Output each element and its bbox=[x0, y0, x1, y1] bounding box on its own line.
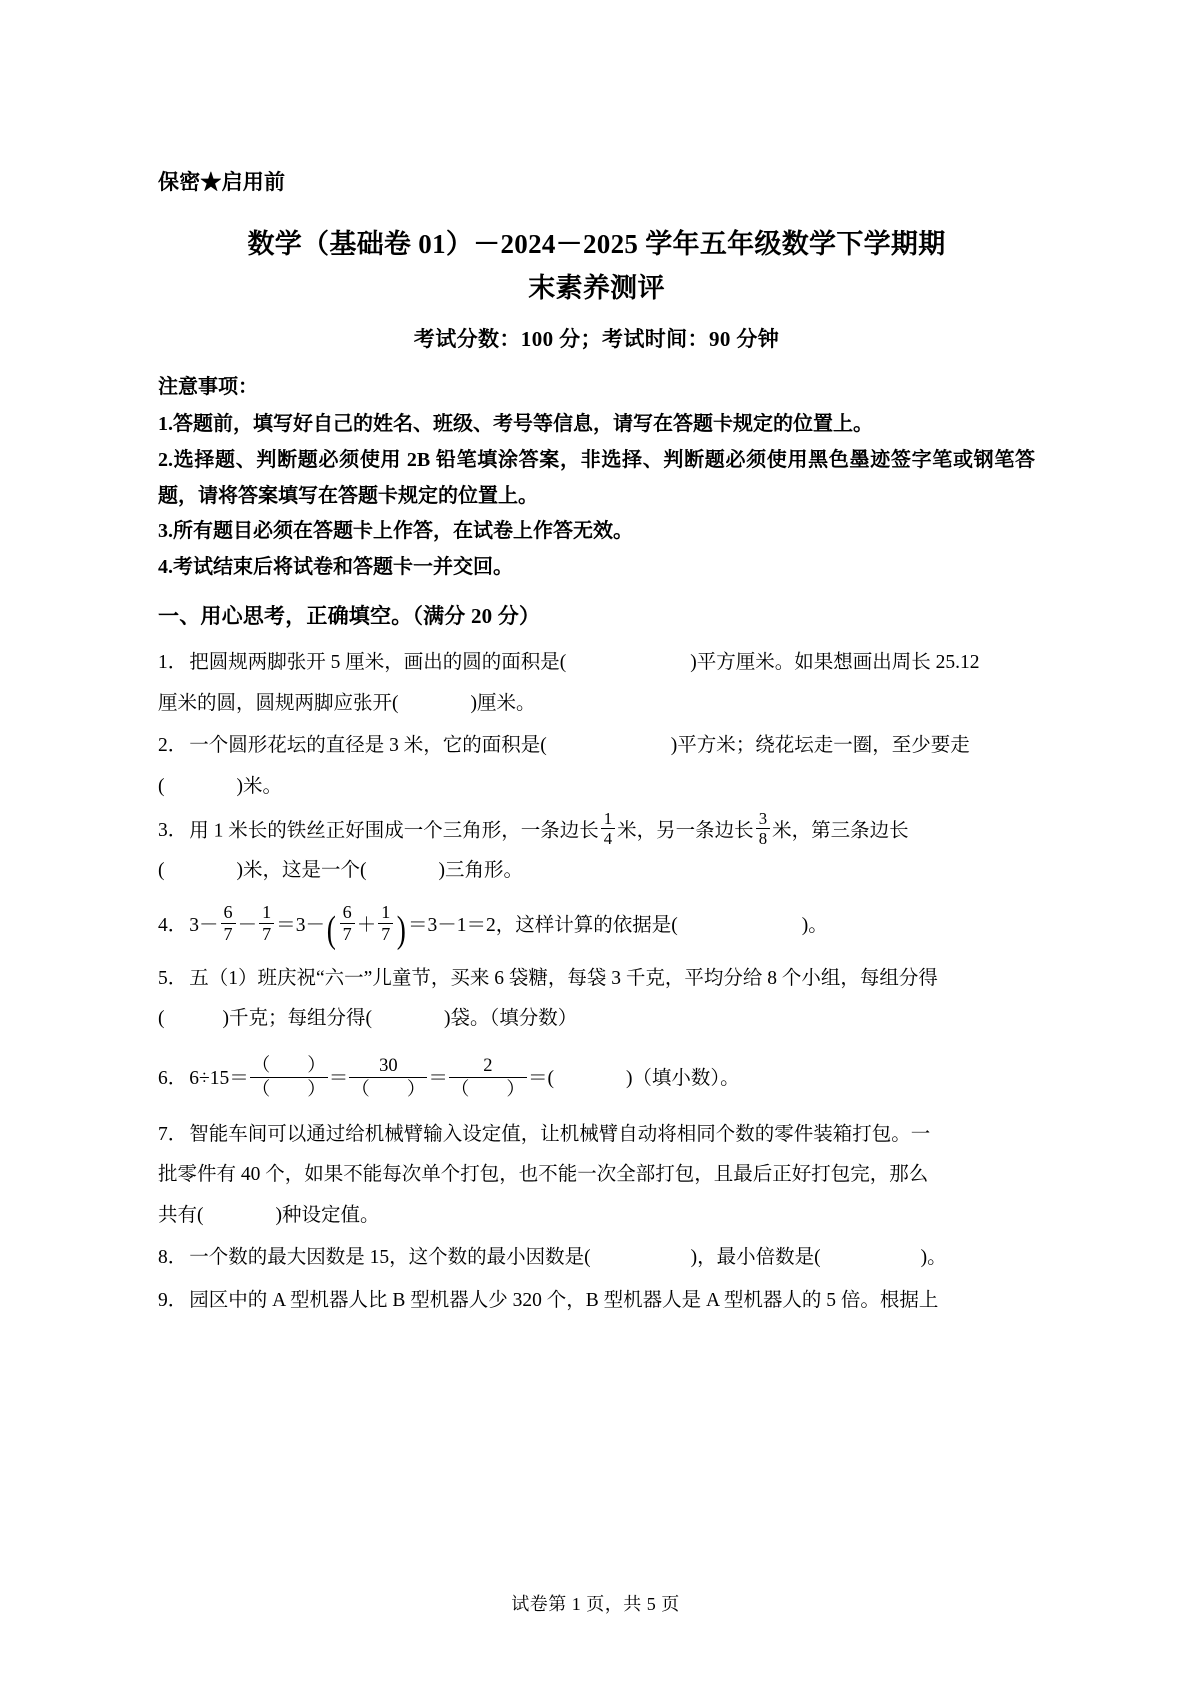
fraction-2-over-blank[interactable] bbox=[449, 1055, 527, 1101]
title-line-1: 数学（基础卷 01）－2024－2025 学年五年级数学下学期期 bbox=[247, 229, 946, 260]
notice-item-3: 3.所有题目必须在答题卡上作答，在试卷上作答无效。 bbox=[158, 520, 633, 543]
question-4-equation bbox=[189, 902, 496, 952]
question-4 bbox=[158, 902, 1035, 951]
operator-minus-2: － bbox=[237, 914, 258, 936]
question-2-text-b: )平方米；绕花坛走一圈，至少要走 bbox=[670, 735, 970, 757]
question-1 bbox=[158, 643, 1035, 724]
question-3-fraction-2 bbox=[756, 810, 770, 849]
question-5-text-d: )袋。（填分数） bbox=[444, 1008, 578, 1030]
question-8 bbox=[158, 1238, 1035, 1279]
fraction-30-over-blank[interactable] bbox=[349, 1055, 427, 1101]
page-title bbox=[158, 223, 1035, 310]
operator-equals-3: ＝( bbox=[527, 1067, 554, 1089]
fraction-denominator-blank[interactable]: （ ） bbox=[450, 1078, 525, 1100]
term-whole-1: 3 bbox=[189, 914, 200, 936]
title-line-2: 末素养测评 bbox=[528, 273, 665, 304]
secret-notice: 保密★启用前 bbox=[158, 170, 286, 194]
question-4-text-tail: ，这样计算的依据是( bbox=[495, 914, 678, 936]
question-5 bbox=[158, 959, 1035, 1040]
question-9 bbox=[158, 1281, 1035, 1322]
question-3-text-f: )三角形。 bbox=[438, 860, 523, 882]
question-6 bbox=[158, 1054, 1035, 1105]
question-7-text-b: 批零件有 40 个，如果不能每次单个打包，也不能一次全部打包，且最后正好打包完，那么 bbox=[158, 1164, 929, 1186]
notice-item-2: 2.选择题、判断题必须使用 2B 铅笔填涂答案，非选择、判断题必须使用黑色墨迹签字笔或钢笔答题，请将答案填写在答题卡规定的位置上。 bbox=[158, 449, 1035, 507]
fraction-numerator: 6 bbox=[342, 902, 352, 923]
question-1-text-c: 厘米的圆，圆规两脚应张开( bbox=[158, 692, 399, 714]
fraction-numerator: 1 bbox=[381, 902, 391, 923]
question-2-text-a: 一个圆形花坛的直径是 3 米，它的面积是( bbox=[189, 735, 547, 757]
fraction-denominator: 7 bbox=[221, 923, 236, 944]
question-2-number: 2． bbox=[158, 735, 188, 757]
fraction-numerator: 1 bbox=[262, 902, 272, 923]
fraction-denominator-blank[interactable]: （ ） bbox=[351, 1078, 426, 1100]
notice-heading: 注意事项： bbox=[158, 376, 258, 399]
fraction-numerator: 1 bbox=[603, 808, 613, 828]
operator-plus-1: ＋ bbox=[356, 914, 377, 936]
operator-equals-2: ＝ bbox=[428, 1067, 448, 1089]
operator-minus-3: － bbox=[305, 914, 325, 936]
question-3-text-a: 用 1 米长的铁丝正好围成一个三角形，一条边长 bbox=[189, 819, 599, 841]
fraction-denominator: 8 bbox=[756, 828, 770, 848]
page-content bbox=[158, 168, 1035, 1323]
question-7-text-a: 智能车间可以通过给机械臂输入设定值，让机械臂自动将相同个数的零件装箱打包。一 bbox=[189, 1123, 931, 1145]
fraction-numerator: 3 bbox=[758, 808, 768, 828]
fraction-blank-over-blank[interactable] bbox=[250, 1055, 328, 1101]
question-7-number: 7． bbox=[158, 1123, 188, 1145]
question-3-text-b: 米，另一条边长 bbox=[617, 819, 754, 841]
question-5-text-b: ( bbox=[158, 1008, 165, 1030]
question-6-text-tail: )（填小数）。 bbox=[625, 1067, 740, 1089]
fraction-numerator: 30 bbox=[379, 1054, 398, 1076]
term-division: 6÷15＝ bbox=[189, 1067, 249, 1089]
question-3-number: 3． bbox=[158, 819, 188, 841]
operator-equals-2: ＝ bbox=[407, 914, 428, 936]
fraction-1-7-a bbox=[259, 903, 274, 944]
fraction-denominator: 4 bbox=[601, 828, 615, 848]
paren-open-icon: ( bbox=[326, 909, 336, 952]
question-8-text-c: )。 bbox=[920, 1247, 947, 1269]
question-1-text-a: 把圆规两脚张开 5 厘米，画出的圆的面积是( bbox=[189, 652, 567, 674]
question-1-number: 1． bbox=[158, 652, 188, 674]
question-3 bbox=[158, 810, 1035, 892]
question-5-number: 5． bbox=[158, 967, 188, 989]
fraction-denominator: 7 bbox=[259, 923, 274, 944]
operator-minus-1: － bbox=[199, 914, 219, 936]
question-2 bbox=[158, 726, 1035, 807]
question-3-fraction-1 bbox=[601, 810, 615, 849]
operator-equals-1: ＝ bbox=[276, 914, 296, 936]
fraction-6-7-a bbox=[221, 903, 236, 944]
fraction-denominator: 7 bbox=[340, 923, 355, 944]
fraction-numerator: 6 bbox=[223, 902, 233, 923]
question-8-number: 8． bbox=[158, 1247, 188, 1269]
question-3-text-d: ( bbox=[158, 860, 165, 882]
fraction-numerator-blank[interactable]: （ ） bbox=[251, 1054, 326, 1076]
question-7-text-d: )种设定值。 bbox=[275, 1204, 380, 1226]
fraction-6-7-b bbox=[340, 903, 355, 944]
question-8-text-a: 一个数的最大因数是 15，这个数的最小因数是( bbox=[189, 1247, 591, 1269]
term-whole-2: 3 bbox=[295, 914, 306, 936]
question-7 bbox=[158, 1115, 1035, 1237]
fraction-1-7-b bbox=[378, 903, 393, 944]
question-9-number: 9． bbox=[158, 1289, 188, 1311]
notice-item-1: 1.答题前，填写好自己的姓名、班级、考号等信息，请写在答题卡规定的位置上。 bbox=[158, 413, 873, 436]
page-footer: 试卷第 1 页，共 5 页 bbox=[511, 1594, 680, 1614]
question-5-text-a: 五（1）班庆祝“六一”儿童节，买来 6 袋糖，每袋 3 千克，平均分给 8 个小组，每组分得 bbox=[189, 967, 938, 989]
exam-info: 考试分数：100 分；考试时间：90 分钟 bbox=[413, 326, 780, 351]
question-6-equation bbox=[189, 1054, 554, 1100]
question-9-text-a: 园区中的 A 型机器人比 B 型机器人少 320 个，B 型机器人是 A 型机器人的 5 倍。根据上 bbox=[189, 1289, 939, 1311]
paren-close-icon: ) bbox=[397, 909, 407, 952]
fraction-denominator: 7 bbox=[378, 923, 393, 944]
question-5-text-c: )千克；每组分得( bbox=[222, 1008, 372, 1030]
question-2-text-c: ( bbox=[158, 775, 165, 797]
term-result: 3－1＝2 bbox=[427, 914, 496, 936]
question-7-text-c: 共有( bbox=[158, 1204, 204, 1226]
operator-equals-1: ＝ bbox=[328, 1067, 349, 1089]
question-3-text-c: 米，第三条边长 bbox=[772, 819, 909, 841]
fraction-numerator: 2 bbox=[483, 1054, 493, 1076]
section-heading-fill-in-blanks: 一、用心思考，正确填空。（满分 20 分） bbox=[158, 604, 541, 629]
question-4-number: 4． bbox=[158, 914, 188, 936]
question-1-text-d: )厘米。 bbox=[470, 692, 536, 714]
question-3-text-e: )米，这是一个( bbox=[236, 860, 367, 882]
question-4-text-close: )。 bbox=[801, 914, 828, 936]
question-2-text-d: )米。 bbox=[236, 775, 282, 797]
fraction-denominator-blank[interactable]: （ ） bbox=[251, 1078, 326, 1100]
question-6-number: 6． bbox=[158, 1067, 188, 1089]
question-1-text-b: )平方厘米。如果想画出周长 25.12 bbox=[690, 652, 980, 674]
question-8-text-b: )，最小倍数是( bbox=[690, 1247, 821, 1269]
notice-item-4: 4.考试结束后将试卷和答题卡一并交回。 bbox=[158, 555, 513, 578]
